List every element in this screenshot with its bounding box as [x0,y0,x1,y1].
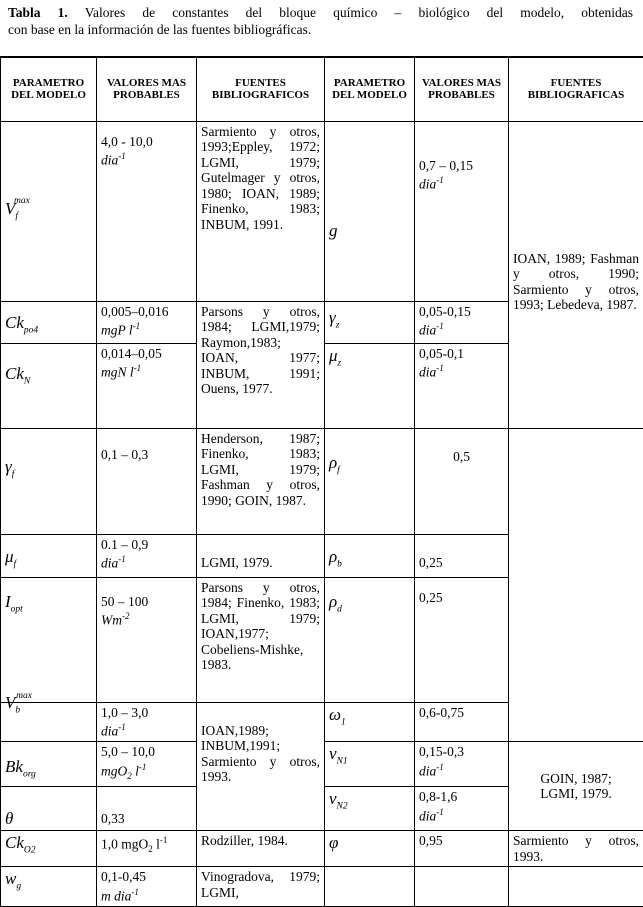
value-rho-f: 0,5 [415,428,509,534]
value-bkorg: 5,0 – 10,0 mgO$_2$ $l^{-1}$ [97,742,197,787]
value-cko2: 1,0 mgO$_2$ $l^{-1}$ [97,831,197,867]
value-mu-z: 0,05-0,1 dia$^{-1}$ [415,343,509,428]
value-wg: 0,1-0,45 m dia$^{-1}$ [97,867,197,907]
value-iopt: 50 – 100 $Wm^{-2}$ [97,577,197,702]
param-rho-f: $\rho_f$ [325,428,415,534]
param-cko2: $Ck_{O2}$ [1,831,97,867]
value-rho-d: 0,25 [415,577,509,702]
param-gamma-f: $\gamma_f$ [1,428,97,534]
header-param: PARAMETRO DEL MODELO [1,57,97,121]
table-header-row [1,57,643,121]
table-row [1,831,643,867]
value-omega-1: 0,6-0,75 [415,702,509,742]
value-vf: 4,0 - 10,0 dia$^{-1}$ [97,121,197,301]
sources-vf: Sarmiento y otros, 1993;Eppley, 1972; LGMI, 1979; Gutelmager y otros, 1980; IOAN, 1989; Finenko, 1983; INBUM, 1991. [197,121,325,301]
header-sources-2: FUENTES BIBLIOGRAFICAS [509,57,643,121]
param-theta: θ [1,787,97,831]
param-vn2: $v_{N2}$ [325,787,415,831]
param-gamma-z: $\gamma_z$ [325,301,415,343]
param-rho-b: $\rho_b$ [325,534,415,577]
param-vb: $V_b^{max}$ [1,702,97,742]
value-vn2: 0,8-1,6 dia$^{-1}$ [415,787,509,831]
sources-ck: Parsons y otros, 1984; LGMI,1979; Raymon,1983; IOAN, 1977; INBUM, 1991; Ouens, 1977. [197,301,325,428]
value-ckn: 0,014–0,05 mgN $l^{-1}$ [97,343,197,428]
sources-gamma-f: Henderson, 1987; Finenko, 1983; LGMI, 1979; Fashman y otros, 1990; GOIN, 1987. [197,428,325,534]
param-vf: $V_f^{max}$ [1,121,97,301]
value-phi: 0,95 [415,831,509,867]
header-values-2: VALORES MAS PROBABLES [415,57,509,121]
param-ckn: $Ck_N$ [1,343,97,428]
sources-mu-f: LGMI, 1979. [197,534,325,577]
sources-v: GOIN, 1987; LGMI, 1979. [509,742,643,831]
value-gamma-z: 0,05-0,15 dia$^{-1}$ [415,301,509,343]
param-vn1: $v_{N1}$ [325,742,415,787]
param-phi: φ [325,831,415,867]
sources-upper-right: IOAN, 1989; Fashman y otros, 1990; Sarmiento y otros, 1993; Lebedeva, 1987. [509,121,643,428]
sources-empty-right [509,428,643,742]
param-bkorg: $Bk_{org}$ [1,742,97,787]
param-mu-z: $\mu_z$ [325,343,415,428]
constants-table [0,56,643,907]
header-sources: FUENTES BIBLIOGRAFICOS [197,57,325,121]
sources-iopt: Parsons y otros, 1984; Finenko, 1983; LGMI, 1979; IOAN,1977; Cobeliens-Mishke, 1983. [197,577,325,702]
table-row [1,428,643,534]
param-g: g [325,121,415,301]
sources-b: IOAN,1989; INBUM,1991; Sarmiento y otros, 1993. [197,702,325,831]
value-gamma-f: 0,1 – 0,3 [97,428,197,534]
param-mu-f: $\mu_f$ [1,534,97,577]
caption-text-line2: con base en la información de las fuentes bibliográficas. [8,21,633,38]
sources-wg: Vinogradova, 1979; LGMI, [197,867,325,907]
value-rho-b: 0,25 [415,534,509,577]
param-wg: $w_g$ [1,867,97,907]
sources-phi: Sarmiento y otros, 1993. [509,831,643,867]
header-values: VALORES MAS PROBABLES [97,57,197,121]
caption-text-line1: Valores de constantes del bloque químico – biológico del modelo, obtenidas [85,5,633,20]
sources-cko2: Rodziller, 1984. [197,831,325,867]
value-vb: 1,0 – 3,0 dia$^{-1}$ [97,702,197,742]
value-theta: 0,33 [97,787,197,831]
value-g: 0,7 – 0,15 dia$^{-1}$ [415,121,509,301]
table-row [1,121,643,301]
param-omega-1: $\omega_1$ [325,702,415,742]
header-param-2: PARAMETRO DEL MODELO [325,57,415,121]
table-caption [8,4,633,38]
value-mu-f: 0.1 – 0,9 dia$^{-1}$ [97,534,197,577]
value-vn1: 0,15-0,3 dia$^{-1}$ [415,742,509,787]
caption-label: Tabla 1. [8,5,68,20]
param-rho-d: $\rho_d$ [325,577,415,702]
param-iopt: $I_{opt}$ [1,577,97,702]
param-ckpo4: $Ck_{po4}$ [1,301,97,343]
value-ckpo4: 0,005–0,016 mgP $l^{-1}$ [97,301,197,343]
